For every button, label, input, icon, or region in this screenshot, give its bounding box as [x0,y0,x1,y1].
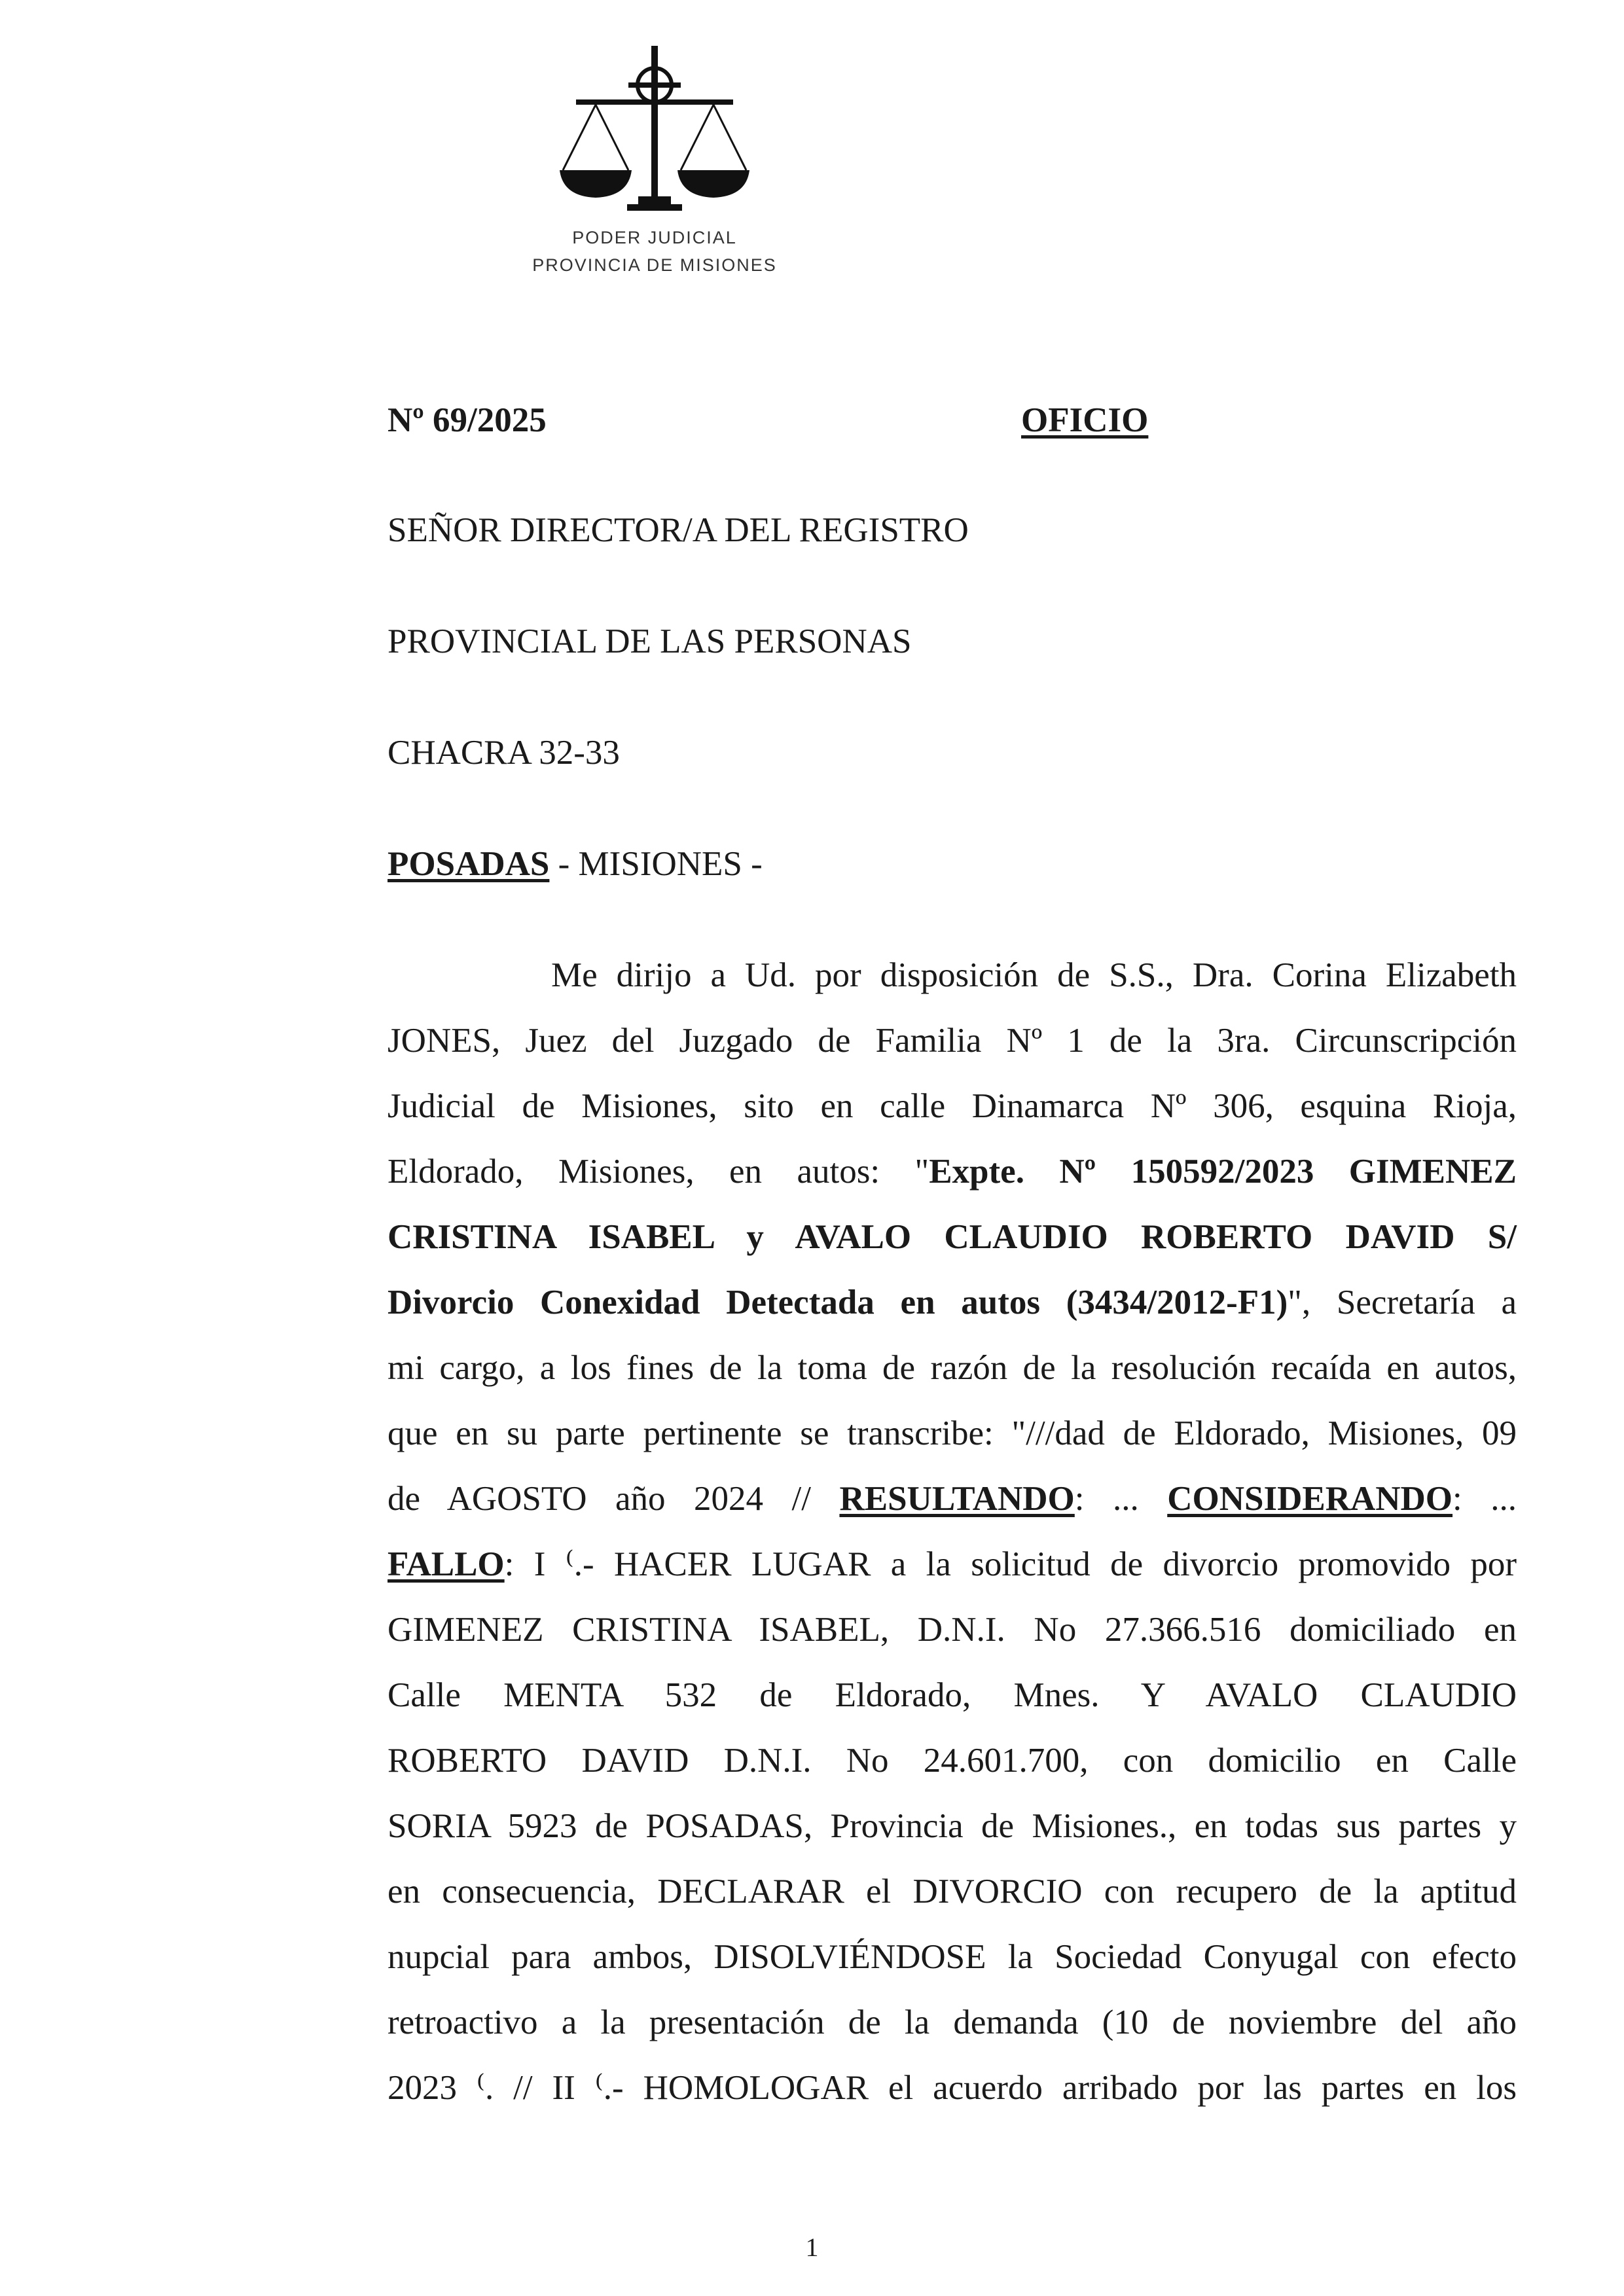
body-line-16: nupcial para ambos, DISOLVIÉNDOSE la Sociedad Conyugal con efecto [388,1938,1517,1976]
body-line-6 [388,1283,1517,1322]
body-line-4-a: Eldorado, Misiones, en autos: " [388,1153,929,1191]
body-line-10 [388,1545,1517,1584]
body-line-8: que en su parte pertinente se transcribe: "///dad de Eldorado, Misiones, 09 [388,1414,1517,1452]
body-line-4 [388,1152,1517,1191]
recipient-city-suffix: - MISIONES - [549,845,763,883]
body-line-9-c: : ... [1074,1480,1168,1518]
body-line-9 [388,1479,1517,1518]
body-line-10-b: : I ⁽.- HACER LUGAR a la solicitud de divorcio promovido por [504,1545,1517,1583]
considerando-heading: CONSIDERANDO [1167,1480,1453,1518]
fallo-heading: FALLO [388,1545,505,1583]
body-line-13: ROBERTO DAVID D.N.I. No 24.601.700, con domicilio en Calle [388,1742,1517,1780]
body-line-12: Calle MENTA 532 de Eldorado, Mnes. Y AVALO CLAUDIO [388,1676,1517,1714]
body-line-18: 2023 ⁽. // II ⁽.- HOMOLOGAR el acuerdo arribado por las partes en los [388,2069,1517,2107]
body-line-9-a: de AGOSTO año 2024 // [388,1480,840,1518]
body-line-17: retroactivo a la presentación de la demanda (10 de noviembre del año [388,2003,1517,2041]
body-line-11: GIMENEZ CRISTINA ISABEL, D.N.I. No 27.366.516 domiciliado en [388,1611,1517,1649]
case-title-end: Divorcio Conexidad Detectada en autos (3434/2012-F1) [388,1283,1288,1321]
body-line-9-e: : ... [1453,1480,1517,1518]
oficio-number: Nº 69/2025 [388,401,547,439]
body-line-6-b: ", Secretaría a [1288,1283,1517,1321]
resultando-heading: RESULTANDO [839,1480,1075,1518]
page-number: 1 [805,2233,819,2262]
court-seal-logo [517,39,792,288]
recipient-line-2: PROVINCIAL DE LAS PERSONAS [388,622,912,660]
body-line-7: mi cargo, a los fines de la toma de razón de la resolución recaída en autos, [388,1349,1517,1387]
recipient-city: POSADAS [388,845,550,883]
body-line-14: SORIA 5923 de POSADAS, Provincia de Misiones., en todas sus partes y [388,1807,1517,1845]
recipient-line-1: SEÑOR DIRECTOR/A DEL REGISTRO [388,511,969,549]
body-line-15: en consecuencia, DECLARAR el DIVORCIO con recupero de la aptitud [388,1873,1517,1910]
logo-caption-line1: PODER JUDICIAL [572,228,737,247]
expediente-number: Expte. Nº 150592/2023 GIMENEZ [929,1153,1517,1191]
recipient-city-line [388,844,763,884]
body-line-5: CRISTINA ISABEL y AVALO CLAUDIO ROBERTO DAVID S/ [388,1218,1517,1256]
body-line-3: Judicial de Misiones, sito en calle Dinamarca Nº 306, esquina Rioja, [388,1087,1517,1125]
recipient-line-3: CHACRA 32-33 [388,734,620,772]
scales-of-justice-icon [556,39,753,216]
body-line-1: Me dirijo a Ud. por disposición de S.S., Dra. Corina Elizabeth [551,956,1517,994]
logo-caption-line2: PROVINCIA DE MISIONES [532,255,777,275]
document-type-title: OFICIO [1021,401,1149,439]
body-line-2: JONES, Juez del Juzgado de Familia Nº 1 de la 3ra. Circunscripción [388,1022,1517,1060]
